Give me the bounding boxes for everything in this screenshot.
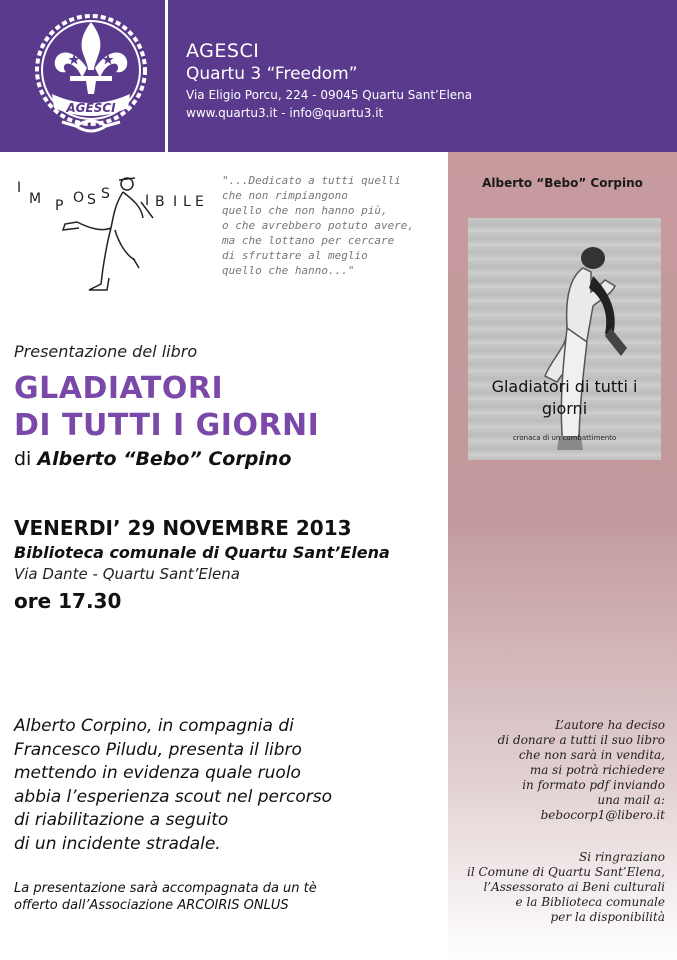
- thanks-note: Si ringraziano il Comune di Quartu Sant’Elena, l’Assessorato ai Beni culturali e la Biblioteca comunale per la disponibilità: [467, 850, 665, 924]
- header-divider: [165, 0, 168, 152]
- org-website[interactable]: www.quartu3.it - info@quartu3.it: [186, 106, 384, 120]
- event-venue: Biblioteca comunale di Quartu Sant’Elena: [14, 543, 390, 562]
- byline-prefix: di: [14, 448, 32, 470]
- event-description: Alberto Corpino, in compagnia di Francesco Piludu, presenta il libro mettendo in evidenza quale ruolo abbia l’esperienza scout nel percorso di riabilitazione a seguito di un incidente stradale.: [14, 716, 332, 854]
- baseball-pitcher-illustration: [523, 236, 633, 456]
- footer-note: La presentazione sarà accompagnata da un tè offerto dall’Associazione ARCOIRIS ONLUS: [14, 881, 317, 913]
- event-time: ore 17.30: [14, 589, 122, 613]
- org-name: AGESCI: [186, 40, 260, 62]
- impossibile-letter: I: [145, 193, 150, 209]
- book-title-line-1: GLADIATORI: [14, 371, 224, 406]
- book-cover-image: [468, 218, 661, 460]
- header-banner: [0, 0, 677, 152]
- event-intro: Presentazione del libro: [14, 342, 198, 361]
- org-address: Via Eligio Porcu, 224 - 09045 Quartu Sant’Elena: [186, 88, 473, 102]
- book-side-panel: [448, 152, 677, 960]
- impossibile-letter: L: [183, 194, 191, 210]
- impossibile-letter: P: [55, 198, 64, 214]
- impossibile-letter: S: [101, 186, 110, 202]
- impossibile-letter: O: [73, 190, 85, 206]
- event-address: Via Dante - Quartu Sant’Elena: [14, 565, 240, 583]
- fleur-de-lis-icon: [32, 8, 150, 140]
- book-title-line-2: DI TUTTI I GIORNI: [14, 408, 320, 443]
- event-date: VENERDI’ 29 NOVEMBRE 2013: [14, 516, 352, 540]
- impossibile-letter: E: [195, 194, 204, 210]
- impossibile-letter: S: [87, 192, 96, 208]
- impossibile-letter: M: [29, 191, 42, 207]
- svg-text:AGESCI: AGESCI: [66, 101, 116, 115]
- book-author: Alberto “Bebo” Corpino: [482, 176, 643, 190]
- byline-author: Alberto “Bebo” Corpino: [37, 448, 292, 470]
- byline: [14, 448, 291, 470]
- impossibile-kicker-illustration: [15, 170, 215, 295]
- book-title: [14, 370, 319, 444]
- impossibile-letter: I: [173, 194, 178, 210]
- cover-title: Gladiatori di tutti i giorni: [491, 377, 638, 418]
- cover-subtitle: cronaca di un combattimento: [512, 434, 617, 442]
- group-name: Quartu 3 “Freedom”: [186, 64, 358, 84]
- impossibile-letter: B: [155, 194, 165, 210]
- donation-note: L’autore ha deciso di donare a tutti il suo libro che non sarà in vendita, ma si potrà richiedere in formato pdf inviando una mail a: bebocorp1@libero.it: [497, 718, 665, 822]
- impossibile-letter: I: [17, 180, 22, 196]
- dedication-quote: "...Dedicato a tutti quelli che non rimpiangono quello che non hanno più, o che avrebbero potuto avere, ma che lottano per cercare di sfruttare al meglio quello che hanno...": [222, 174, 415, 277]
